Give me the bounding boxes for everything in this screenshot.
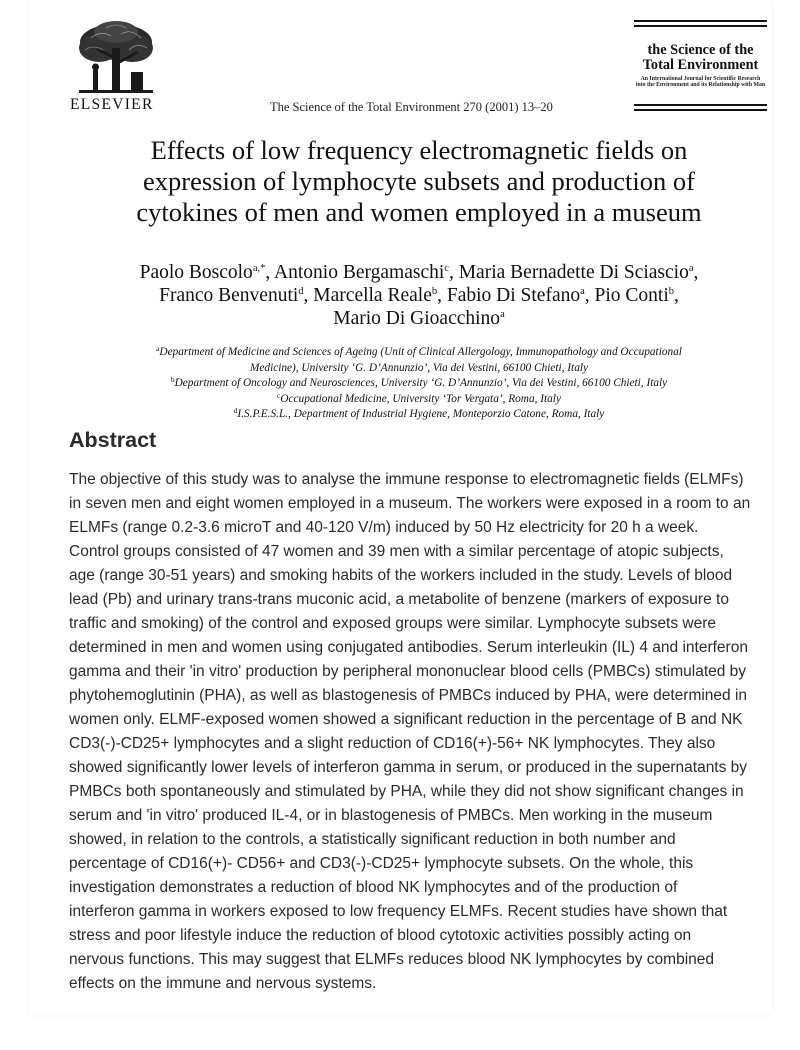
affiliation-line [114, 376, 724, 392]
affiliation-line [114, 407, 724, 423]
affiliation-line [114, 392, 724, 408]
abstract-line: showed, in relation to the controls, a statistically significant reduction in both number and [69, 831, 676, 848]
author-affiliation-mark: a,* [252, 263, 266, 274]
affiliations [114, 345, 724, 423]
author-affiliation-mark: c [444, 263, 449, 274]
journal-citation: The Science of the Total Environment 270 (2001) 13–20 [270, 100, 553, 114]
author-line [79, 307, 759, 330]
author-name: Antonio Bergamaschi [274, 262, 445, 283]
author-affiliation-mark: a [500, 309, 505, 320]
author-affiliation-mark: a [580, 286, 585, 297]
abstract-line: showed significantly lower levels of interferon gamma in serum, or produced in the supernatants by [69, 759, 748, 776]
article-page [29, 0, 772, 1014]
author-separator: , [693, 262, 699, 283]
author-affiliation-mark: b [668, 286, 674, 297]
affiliation-line [114, 361, 724, 377]
abstract-line: The objective of this study was to analyse the immune response to electromagnetic fields (ELMFs) [69, 471, 744, 488]
affiliation-line [114, 345, 724, 361]
author-separator: , [584, 285, 595, 306]
author-name: Franco Benvenuti [159, 285, 299, 306]
author-separator: , [448, 262, 459, 283]
abstract-line: ELMFs (range 0.2-3.6 microT and 40-120 V/m) induced by 50 Hz electricity for 20 h a week. [69, 519, 699, 536]
journal-subtitle-line: An International Journal for Scientific Research [640, 76, 761, 82]
journal-masthead [634, 18, 769, 114]
abstract-line: stress and poor lifestyle induce the reduction of blood cytotoxic activities possibly acting on [69, 927, 692, 944]
author-name: Fabio Di Stefano [446, 285, 581, 306]
title-line: expression of lymphocyte subsets and production of [143, 166, 695, 196]
author-affiliation-mark: d [298, 286, 304, 297]
author-name: Marcella Reale [313, 285, 432, 306]
abstract-line: in seven men and eight women employed in a museum. The workers were exposed in a room to an [69, 495, 751, 512]
affiliation-mark: b [170, 375, 175, 384]
author-name: Mario Di Gioacchino [333, 308, 501, 329]
abstract-line: effects on the immune and nervous systems. [69, 975, 377, 992]
author-line [79, 261, 759, 284]
abstract-line: age (range 30-51 years) and smoking habits of the workers included in the study. Levels of blood [69, 567, 733, 584]
affiliation-mark: d [233, 406, 238, 415]
affiliation-mark: c [277, 390, 281, 400]
author-affiliation-mark: b [431, 286, 438, 297]
abstract-body [69, 468, 794, 996]
journal-subtitle [634, 76, 767, 89]
journal-name-line: Total Environment [642, 57, 759, 73]
abstract-line: gamma and their 'in vitro' production by peripheral mononuclear blood cells (PMBCs) stimulated by [69, 663, 747, 680]
masthead-rule [634, 104, 767, 106]
title-line: cytokines of men and women employed in a museum [136, 197, 702, 227]
affiliation-text: Department of Oncology and Neurosciences, University ‘G. D’Annunzio’, Via dei Vestini, 66100 Chieti, Italy [174, 377, 668, 389]
abstract-line: CD3(-)-CD25+ lymphocytes and a slight reduction of CD16(+)-56+ NK lymphocytes. They also [69, 735, 716, 752]
author-name: Maria Bernadette Di Sciascio [458, 262, 689, 283]
masthead-rule [634, 20, 767, 22]
affiliation-text: Department of Medicine and Sciences of Ageing (Unit of Clinical Allergology, Immunopathology and Occupational [159, 346, 682, 358]
masthead-rule [634, 109, 767, 111]
abstract-line: investigation demonstrates a reduction of blood NK lymphocytes and of the production of [69, 879, 678, 896]
journal-name [634, 43, 767, 73]
author-line [79, 284, 759, 307]
abstract-line: determined in men and women using conjugated antibodies. Serum interleukin (IL) 4 and interferon [69, 639, 748, 656]
affiliation-text: Medicine), University ‘G. D’Annunzio’, Via dei Vestini, 66100 Chieti, Italy [250, 361, 588, 374]
author-affiliation-mark: a [688, 263, 694, 274]
abstract-heading: Abstract [69, 428, 157, 452]
abstract-line: Control groups consisted of 47 women and 39 men with a similar percentage of atopic subjects, [69, 543, 724, 560]
abstract-line: nervous functions. This may suggest that ELMFs reduces blood NK lymphocytes by combined [69, 951, 714, 968]
affiliation-text: I.S.P.E.S.L., Department of Industrial Hygiene, Monteporzio Catone, Roma, Italy [237, 408, 605, 420]
author-separator: , [674, 285, 679, 306]
abstract-line: interferon gamma in workers exposed to low frequency ELMFs. Recent studies have shown that [69, 903, 728, 920]
affiliation-text: Occupational Medicine, University ‘Tor Vergata’, Roma, Italy [280, 392, 561, 405]
author-name: Pio Conti [594, 285, 669, 306]
affiliation-mark: a [156, 344, 160, 353]
journal-subtitle-line: into the Environment and its Relationship with Man [635, 82, 766, 89]
abstract-line: women only. ELMF-exposed women showed a significant reduction in the percentage of B and NK [69, 711, 743, 728]
publisher-name: ELSEVIER [70, 96, 154, 113]
author-separator: , [437, 285, 447, 306]
paper-title [89, 135, 749, 228]
journal-name-line: the Science of the [647, 42, 754, 58]
abstract-line: phytohemoglutinin (PHA), as well as blastogenesis of PMBCs induced by PHA, were determined in [69, 687, 748, 704]
masthead-rule [634, 25, 767, 27]
author-name: Paolo Boscolo [139, 262, 253, 283]
abstract-line: traffic and smoking) of the control and exposed groups were similar. Lymphocyte subsets were [69, 615, 717, 632]
abstract-line: serum and 'in vitro' produced IL-4, or in blastogenesis of PMBCs. Men working in the museum [69, 807, 713, 824]
abstract-line: percentage of CD16(+)- CD56+ and CD3(-)-CD25+ lymphocyte subsets. On the whole, this [69, 855, 694, 872]
author-separator: , [265, 262, 275, 283]
author-list [79, 261, 759, 330]
abstract-line: PMBCs both spontaneously and stimulated by PHA, while they did not show significant changes in [69, 783, 744, 800]
title-line: Effects of low frequency electromagnetic fields on [150, 135, 688, 165]
author-separator: , [303, 285, 314, 306]
abstract-line: lead (Pb) and urinary trans-trans muconic acid, a metabolite of benzene (markers of exposure to [69, 591, 729, 608]
